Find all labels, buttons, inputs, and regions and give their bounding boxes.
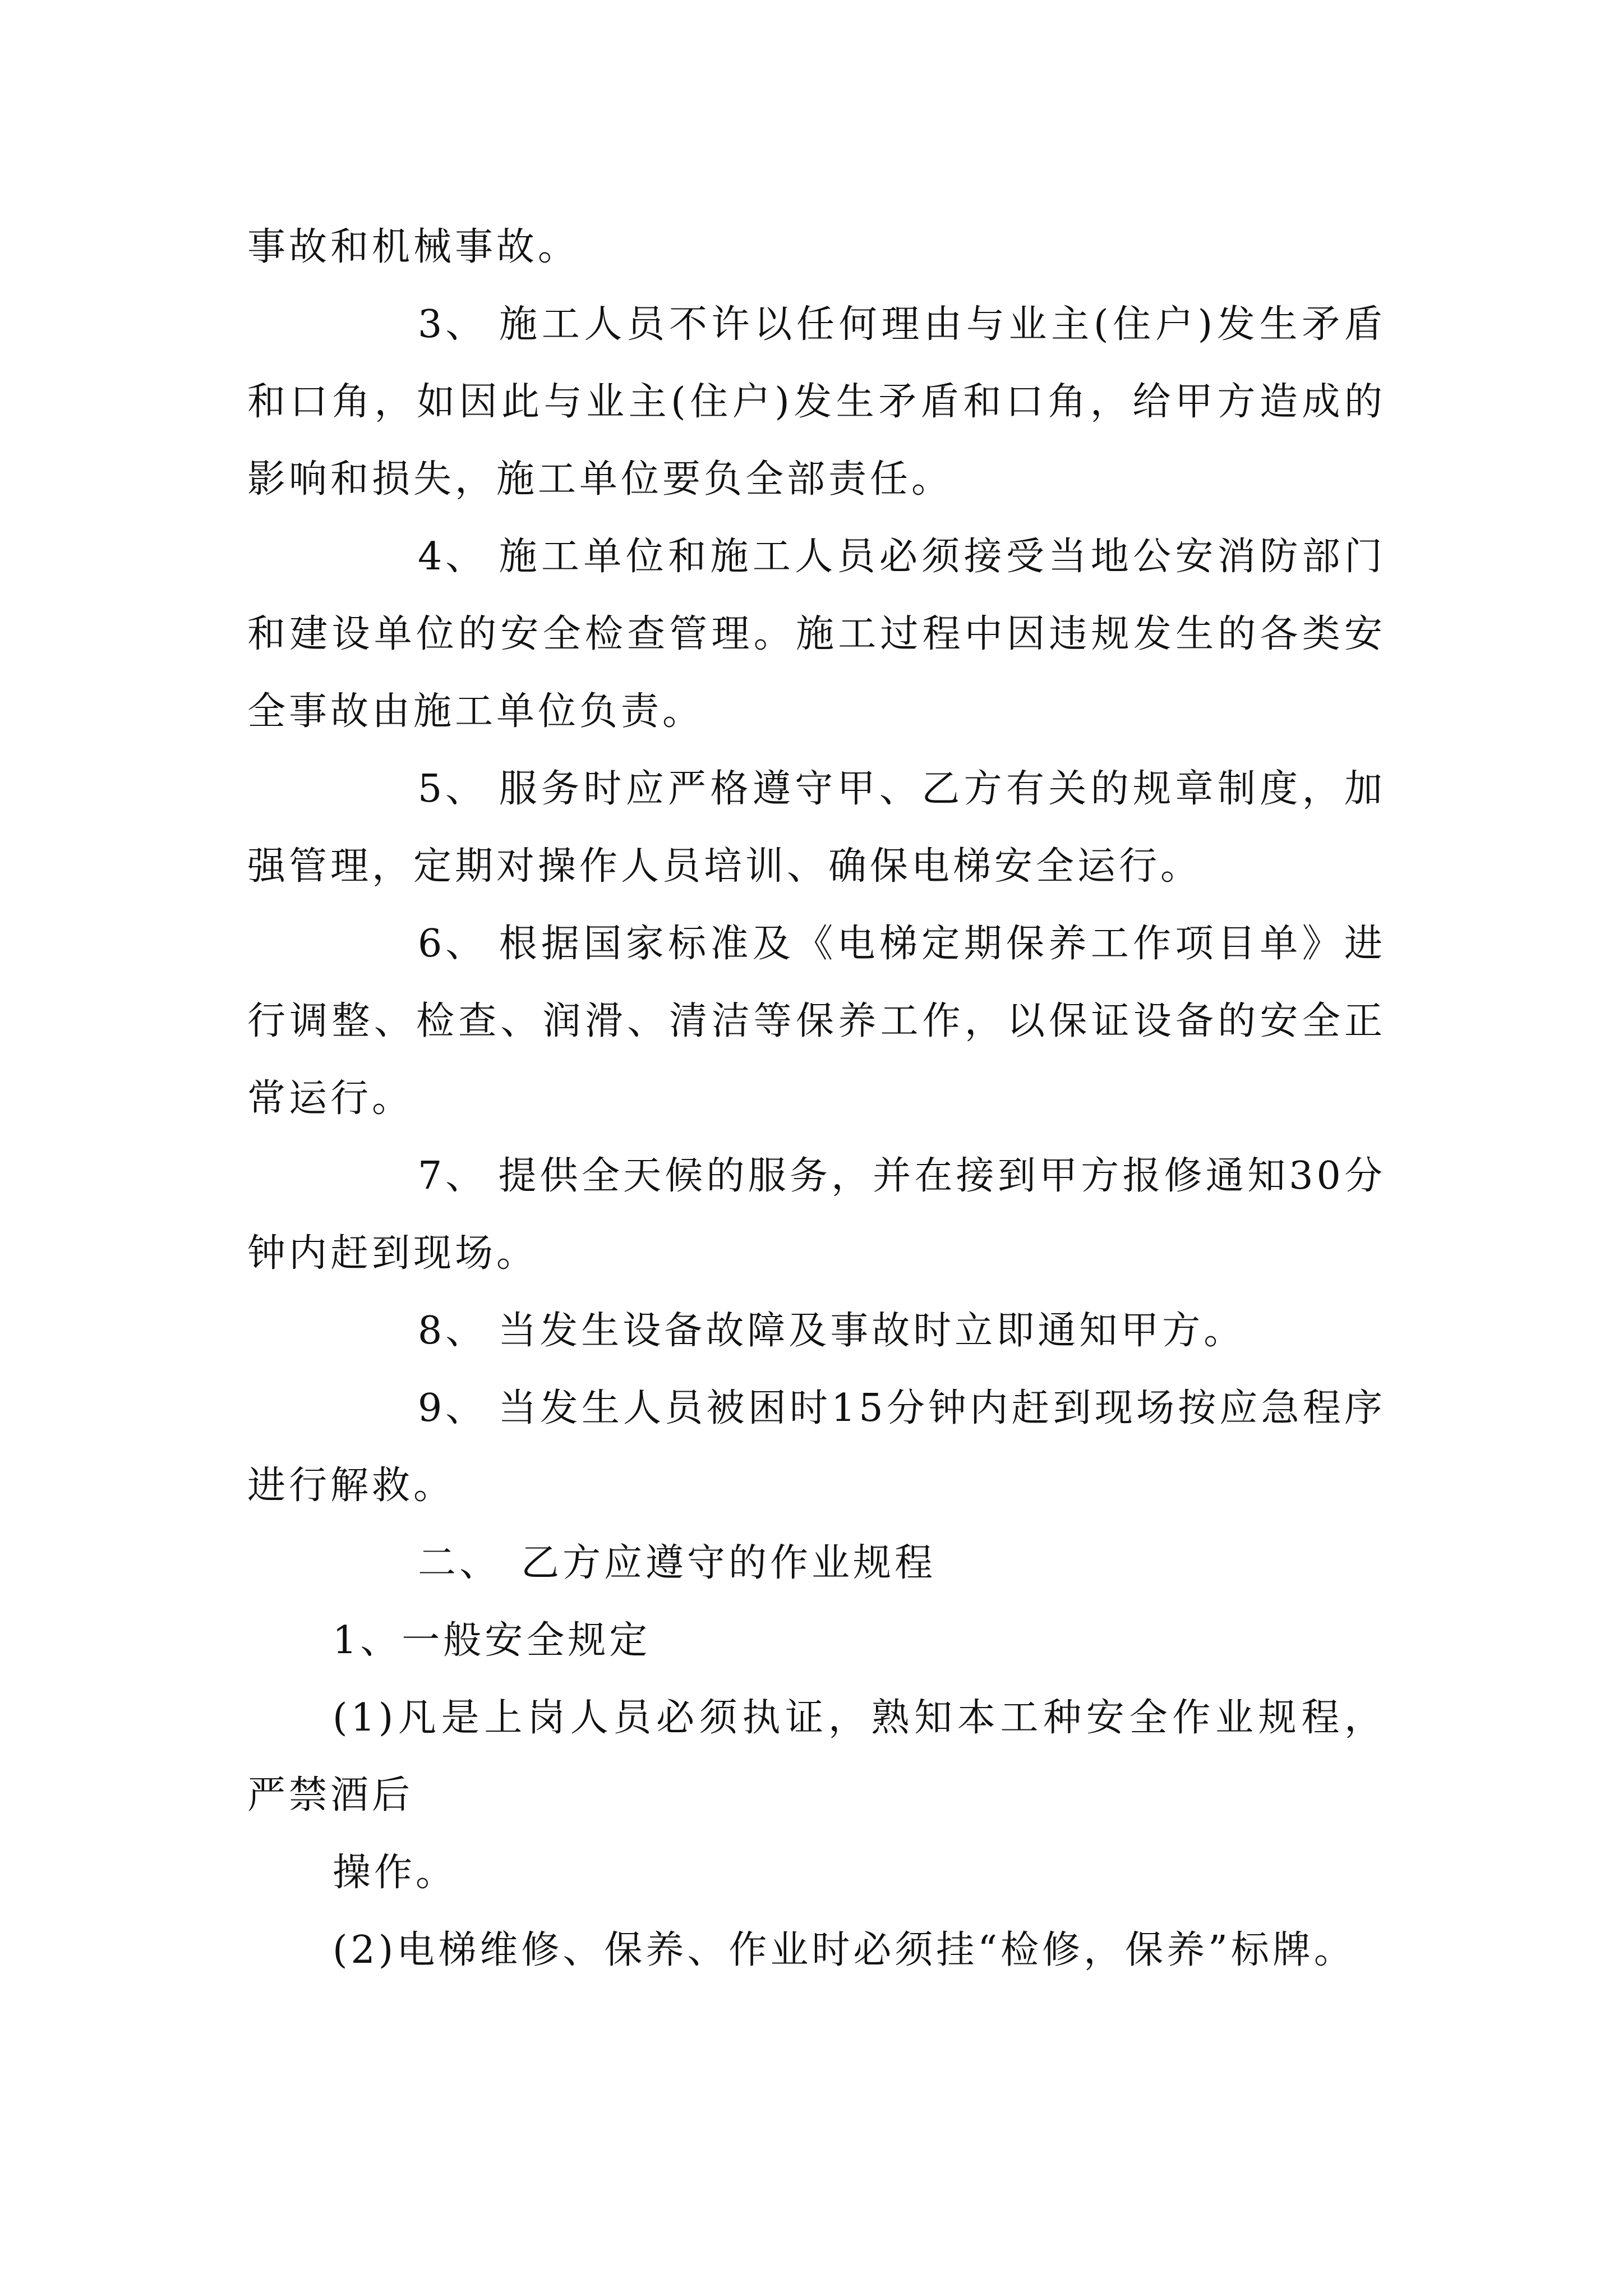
paragraph-text: 当发生人员被困时15分钟内赶到现场按应急程序进行解救。 <box>247 1386 1386 1508</box>
item-number: 6、 <box>418 922 487 966</box>
paragraph-text: (2)电梯维修、保养、作业时必须挂“检修，保养”标牌。 <box>333 1928 1355 1972</box>
section-title: 乙方应遵守的作业规程 <box>521 1541 937 1585</box>
paragraph-item-5 <box>247 751 1386 905</box>
paragraph-item-3 <box>247 286 1386 518</box>
document-body <box>247 209 1386 1989</box>
paragraph-item-7 <box>247 1138 1386 1292</box>
paragraph-continuation <box>247 209 1386 286</box>
paragraph-item-6 <box>247 905 1386 1138</box>
paragraph-text: 当发生设备故障及事故时立即通知甲方。 <box>498 1309 1246 1353</box>
item-number: 3、 <box>418 302 487 347</box>
paragraph-text: 事故和机械事故。 <box>247 225 580 269</box>
item-number: 4、 <box>418 535 487 579</box>
rule-item-1 <box>247 1680 1386 1834</box>
paragraph-text: 根据国家标准及《电梯定期保养工作项目单》进行调整、检查、润滑、清洁等保养工作，以保证设备的安全正常运行。 <box>247 922 1386 1121</box>
rule-item-2 <box>247 1912 1386 1989</box>
item-number: 5、 <box>418 767 487 811</box>
paragraph-text: 施工人员不许以任何理由与业主(住户)发生矛盾和口角，如因此与业主(住户)发生矛盾和口角，给甲方造成的影响和损失，施工单位要负全部责任。 <box>247 302 1386 501</box>
subsection-title: 1、一般安全规定 <box>333 1618 651 1663</box>
rule-item-1-continuation <box>247 1834 1386 1912</box>
subsection-heading <box>247 1602 1386 1680</box>
paragraph-item-8 <box>247 1292 1386 1370</box>
item-number: 8、 <box>418 1309 487 1353</box>
paragraph-text: (1)凡是上岗人员必须执证，熟知本工种安全作业规程，严禁酒后 <box>247 1696 1386 1818</box>
paragraph-item-4 <box>247 518 1386 751</box>
section-heading-2 <box>247 1525 1386 1602</box>
paragraph-item-9 <box>247 1370 1386 1525</box>
item-number: 7、 <box>418 1154 487 1198</box>
paragraph-text: 施工单位和施工人员必须接受当地公安消防部门和建设单位的安全检查管理。施工过程中因违规发生的各类安全事故由施工单位负责。 <box>247 535 1386 734</box>
paragraph-text: 提供全天候的服务，并在接到甲方报修通知30分钟内赶到现场。 <box>247 1154 1386 1276</box>
item-number: 9、 <box>418 1386 487 1430</box>
section-number: 二、 <box>418 1541 501 1585</box>
paragraph-text: 操作。 <box>333 1851 458 1895</box>
paragraph-text: 服务时应严格遵守甲、乙方有关的规章制度，加强管理，定期对操作人员培训、确保电梯安全运行。 <box>247 767 1386 889</box>
